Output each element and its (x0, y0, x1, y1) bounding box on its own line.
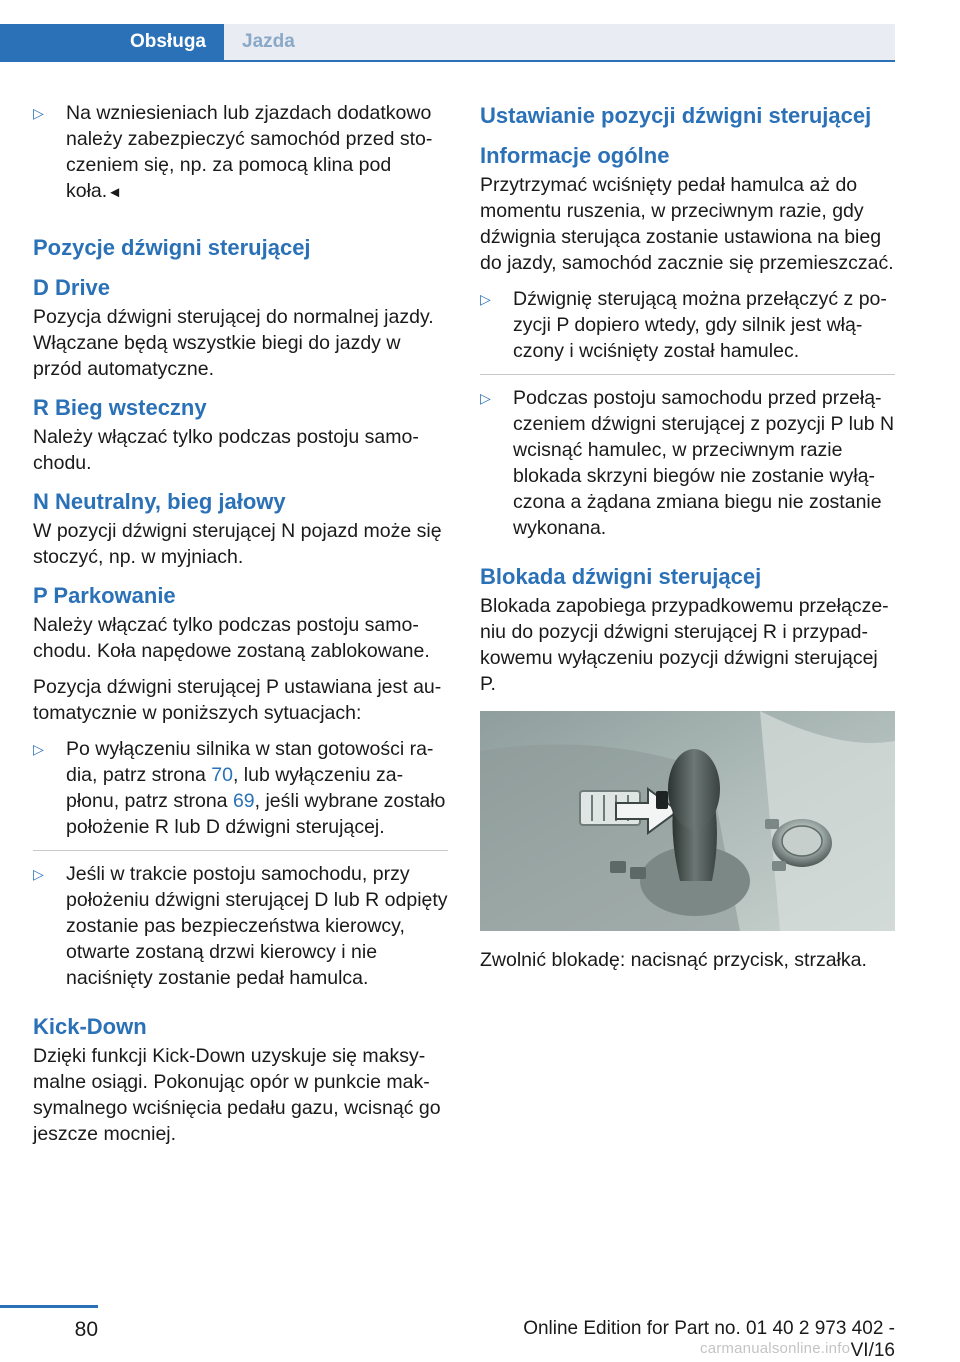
bullet-text: Dźwignię sterującą można przełączyć z pozycji P dopiero wtedy, gdy silnik jest włączony i wciśnięty został hamulec. (513, 288, 887, 362)
header-tabs (0, 0, 895, 60)
triangle-bullet-icon: ▷ (480, 291, 491, 307)
paragraph-lock: Blokada zapobiega przypadkowemu przełączeniu do pozycji dźwigni sterującej R i przypadkowemu wyłączeniu pozycji dźwigni sterującej P. (480, 595, 889, 695)
heading-park: P Parkowanie (33, 583, 176, 608)
park-bullet-list (33, 736, 448, 1001)
page-link-69[interactable]: 69 (232, 790, 255, 812)
heading-neutral: N Neutralny, bieg jałowy (33, 489, 286, 514)
paragraph-kickdown: Dzięki funkcji Kick-Down uzyskuje się maksymalne osiągi. Pokonując opór w punkcie maksymalnego wciśnięcia pedału gazu, wcisnąć go jeszcze mocniej. (33, 1045, 441, 1145)
photo-caption: Zwolnić blokadę: nacisnąć przycisk, strzałka. (480, 949, 867, 971)
triangle-bullet-icon: ▷ (33, 741, 44, 757)
list-item (33, 100, 448, 216)
heading-reverse: R Bieg wsteczny (33, 395, 207, 420)
paragraph-reverse: Należy włączać tylko podczas postoju samochodu. (33, 426, 419, 474)
general-bullet-list (480, 286, 895, 551)
triangle-bullet-icon: ▷ (33, 105, 44, 121)
edition-text: Online Edition for Part no. 01 40 2 973 402 - VI/16 (523, 1318, 895, 1361)
list-item (33, 736, 448, 851)
bullet-text-part: , lub wyłączeniu zapłonu, patrz strona (66, 764, 404, 812)
tab-jazda[interactable]: Jazda (224, 24, 895, 60)
list-item (480, 286, 895, 375)
list-item (33, 861, 448, 1001)
paragraph-park-1: Należy włączać tylko podczas postoju samochodu. Koła napędowe zostaną zablokowane. (33, 614, 430, 662)
paragraph-park-2: Pozycja dźwigni sterującej P ustawiana jest automatycznie w poniższych sytuacjach: (33, 676, 442, 724)
triangle-bullet-icon: ▷ (33, 866, 44, 882)
top-bullet-list (33, 100, 448, 216)
paragraph-drive: Pozycja dźwigni sterującej do normalnej jazdy. Włączane będą wszystkie biegi do jazdy w przód automatyczne. (33, 306, 434, 380)
end-mark-icon: ◄ (107, 184, 123, 201)
heading-positions: Pozycje dźwigni sterującej (33, 235, 311, 260)
heading-lock: Blokada dźwigni sterującej (480, 564, 762, 589)
bullet-text-part: , jeśli wybrane zostało położenie R lub D dźwigni sterującej. (66, 790, 446, 838)
header-rule (0, 60, 895, 62)
page-number: 80 (74, 1318, 98, 1341)
heading-general-info: Informacje ogólne (480, 143, 670, 168)
bullet-text: Podczas postoju samochodu przed przełączeniem dźwigni sterującej z pozycji P lub N wcisnąć hamulec, w przeciwnym razie blokada skrzyni biegów nie zostanie wyłączona a żądana zmiana biegu nie zostanie wykonana. (513, 387, 895, 539)
heading-kickdown: Kick-Down (33, 1014, 147, 1039)
bullet-text-part: Po wyłączeniu silnika w stan gotowości radia, patrz strona (66, 738, 434, 786)
heading-drive: D Drive (33, 275, 111, 300)
paragraph-neutral: W pozycji dźwigni sterującej N pojazd może się stoczyć, np. w myjniach. (33, 520, 442, 568)
list-item (480, 385, 895, 551)
gear-selector-photo (480, 711, 895, 931)
paragraph-general: Przytrzymać wciśnięty pedał hamulca aż do momentu ruszenia, w przeciwnym razie, gdy dźwignia sterująca zostanie ustawiona na bieg do jazdy, samochód zacznie się przemieszczać. (480, 174, 894, 274)
bullet-text: Jeśli w trakcie postoju samochodu, przy położeniu dźwigni sterującej D lub R odpięty zostanie pas bezpieczeństwa kierowcy, otwarte zostaną drzwi kierowcy i nie naciśnięty zostanie pedał hamulca. (66, 863, 448, 989)
right-column (480, 100, 895, 983)
footer-rule (0, 1305, 98, 1308)
left-column (33, 100, 448, 1157)
watermark: carmanualsonline.info (700, 1340, 851, 1357)
bullet-text: Na wzniesieniach lub zjazdach dodatkowo należy zabezpieczyć samochód przed stoczeniem się, np. za pomocą klina pod koła. (66, 102, 433, 202)
tab-obsluga[interactable]: Obsługa (0, 24, 224, 60)
triangle-bullet-icon: ▷ (480, 390, 491, 406)
heading-set-position: Ustawianie pozycji dźwigni sterującej (480, 103, 872, 128)
page-link-70[interactable]: 70 (211, 764, 233, 786)
